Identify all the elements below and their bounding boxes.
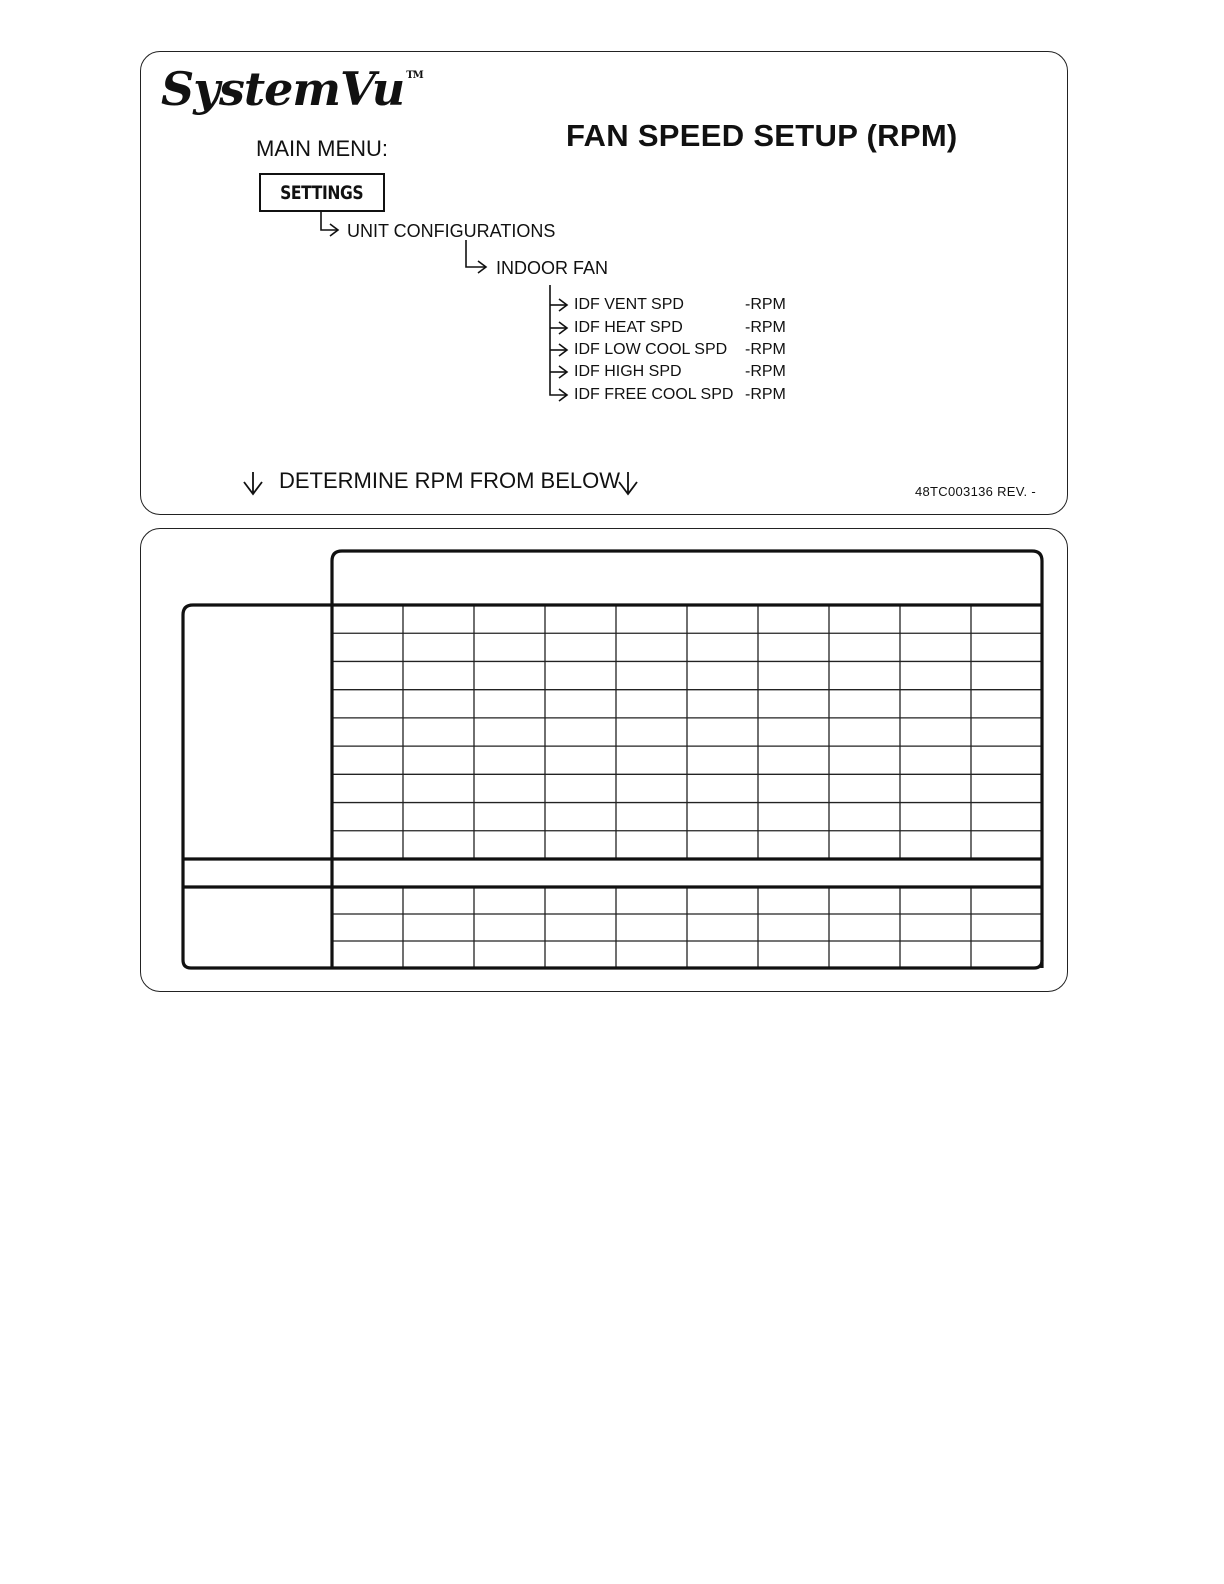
param-unit: -RPM: [745, 296, 786, 313]
arrow-right-icon: [559, 366, 567, 378]
page-title: FAN SPEED SETUP (RPM): [566, 118, 958, 153]
trademark-mark: TM: [406, 70, 423, 81]
unit-configurations-item[interactable]: UNIT CONFIGURATIONS: [347, 221, 556, 241]
param-unit: -RPM: [745, 341, 786, 358]
settings-label: SETTINGS: [280, 181, 364, 204]
rpm-lookup-table: [141, 529, 1067, 991]
arrow-right-icon: [559, 299, 567, 311]
arrow-right-icon: [330, 224, 338, 236]
part-number-revision: 48TC003136 REV. -: [915, 484, 1036, 499]
param-name: IDF HEAT SPD: [574, 319, 683, 336]
param-name: IDF FREE COOL SPD: [574, 386, 734, 403]
down-arrow-icon: [615, 469, 641, 497]
main-menu-label: MAIN MENU:: [256, 136, 388, 161]
arrow-right-icon: [559, 344, 567, 356]
param-name: IDF HIGH SPD: [574, 363, 682, 380]
connector-unitconfig-indoorfan: [466, 240, 485, 267]
arrow-right-icon: [478, 261, 486, 273]
down-arrow-icon: [240, 469, 266, 497]
indoor-fan-item[interactable]: INDOOR FAN: [496, 258, 609, 278]
connector-settings-unitconfig: [321, 210, 337, 230]
determine-rpm-instruction: DETERMINE RPM FROM BELOW: [279, 468, 621, 493]
arrow-right-icon: [559, 322, 567, 334]
logo-text: SystemVu: [161, 62, 405, 116]
arrow-right-icon: [559, 389, 567, 401]
param-unit: -RPM: [745, 319, 786, 336]
fan-speed-label-panel: [140, 51, 1068, 515]
param-name: IDF VENT SPD: [574, 296, 684, 313]
param-unit: -RPM: [745, 363, 786, 380]
settings-menu-button[interactable]: [259, 173, 385, 212]
systemvu-logo: [161, 62, 423, 116]
param-unit: -RPM: [745, 386, 786, 403]
rpm-table-panel: [140, 528, 1068, 992]
param-name: IDF LOW COOL SPD: [574, 341, 728, 358]
